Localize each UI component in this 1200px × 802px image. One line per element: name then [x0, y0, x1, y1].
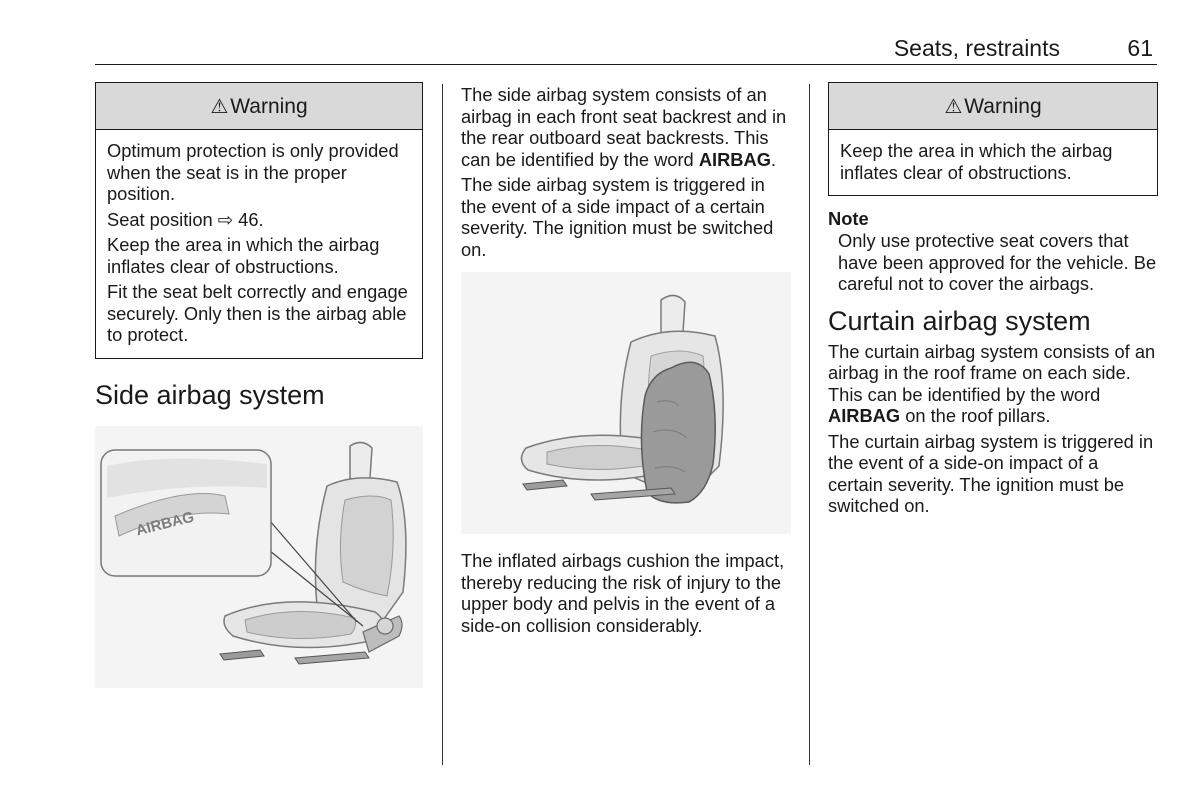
warning-triangle-icon: ⚠: [210, 96, 229, 118]
bold-term: AIRBAG: [828, 405, 901, 426]
seat-illustration: [95, 426, 423, 688]
column-divider: [809, 84, 810, 765]
inflated-side-airbag-figure: [461, 272, 791, 534]
paragraph-text: The curtain airbag system consists of an airbag in the roof frame on each side. This can be identified by the word: [828, 340, 1156, 405]
warning-text: Keep the area in which the airbag inflates clear of obstructions.: [107, 234, 380, 277]
column-3: [828, 82, 1158, 521]
paragraph: The inflated airbags cushion the impact, thereby reducing the risk of injury to the upper body and pelvis in the event of a side-on collision considerably.: [461, 550, 785, 636]
warning-triangle-icon: ⚠: [944, 96, 963, 118]
column-2: [461, 84, 791, 640]
warning-box: [828, 82, 1158, 196]
side-airbag-heading: Side airbag system: [95, 379, 325, 410]
paragraph: The side airbag system is triggered in the event of a side impact of a certain severity. The ignition must be switched on.: [461, 174, 774, 260]
warning-body: [96, 130, 422, 358]
paragraph: [461, 84, 791, 170]
airbag-label-text: AIRBAG: [134, 508, 196, 539]
warning-body: [829, 130, 1157, 195]
warning-box: [95, 82, 423, 359]
column-1: [95, 82, 423, 688]
paragraph-text: on the roof pillars.: [900, 405, 1051, 426]
bold-term: AIRBAG: [698, 148, 771, 170]
warning-text: Seat position ⇨ 46.: [107, 208, 264, 230]
paragraph-text: The side airbag system consists of an airbag in each front seat backrest and in the rear outboard seat backrests. This can be identified by the word: [461, 84, 787, 170]
warning-header: [829, 83, 1157, 130]
paragraph-text: .: [770, 148, 777, 170]
warning-label: Warning: [230, 95, 308, 118]
warning-text: Keep the area in which the airbag inflates clear of obstructions.: [840, 140, 1113, 183]
section-title: Seats, restraints: [893, 35, 1060, 61]
warning-label: Warning: [964, 95, 1042, 118]
seat-airbag-illustration: [461, 272, 791, 534]
seat-airbag-label-figure: [95, 426, 423, 688]
page-number: 61: [1127, 35, 1153, 61]
curtain-airbag-heading: Curtain airbag system: [828, 305, 1091, 336]
column-divider: [442, 84, 443, 765]
paragraph: [828, 341, 1158, 427]
warning-header: [96, 83, 422, 130]
warning-text: Fit the seat belt correctly and engage securely. Only then is the airbag able to protect.: [107, 281, 408, 345]
note-body: Only use protective seat covers that have been approved for the vehicle. Be careful not to cover the airbags.: [838, 230, 1157, 294]
paragraph: The curtain airbag system is triggered in the event of a side-on impact of a certain severity. The ignition must be switched on.: [828, 430, 1154, 516]
page-header: [95, 34, 1157, 65]
warning-text: Optimum protection is only provided when the seat is in the proper position.: [107, 140, 399, 204]
note-title: Note: [828, 208, 869, 229]
